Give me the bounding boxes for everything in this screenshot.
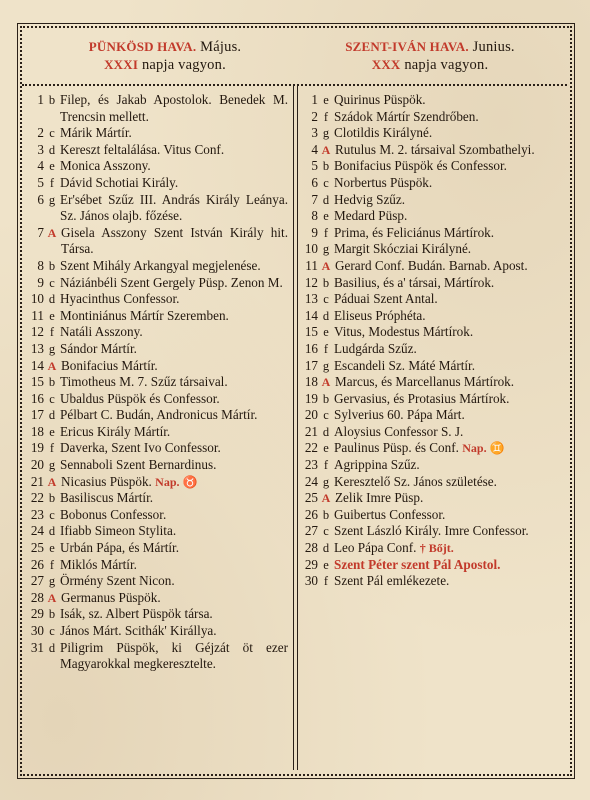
saint-name: Montiniánus Mártír Szeremben.: [60, 307, 229, 323]
dominical-letter: f: [323, 341, 329, 356]
june-day-row: [300, 142, 562, 159]
may-day-row: [26, 557, 288, 574]
dominical-letter: g: [48, 574, 56, 589]
dominical-letter: c: [323, 408, 329, 423]
day-number: 11: [305, 257, 318, 273]
may-day-row: [26, 590, 288, 607]
june-day-row: [300, 391, 562, 408]
day-number: 11: [31, 307, 44, 323]
dominical-letter: e: [323, 441, 329, 456]
dominical-letter: c: [323, 524, 329, 539]
june-day-row: [300, 109, 562, 126]
day-number: 17: [30, 407, 44, 423]
day-number: 29: [304, 556, 318, 572]
dominical-letter: d: [322, 308, 330, 323]
saint-name: Sennaboli Szent Bernardinus.: [60, 457, 217, 473]
june-day-row: [300, 440, 562, 457]
saint-name: Nicasius Püspök.: [61, 473, 152, 489]
dominical-letter: d: [322, 192, 330, 207]
saint-name: Clotildis Királyné.: [334, 125, 433, 141]
saint-name: Filep, és Jakab Apostolok. Benedek M. Trencsin mellett.: [60, 92, 288, 124]
day-number: 21: [30, 473, 44, 489]
dominical-letter: f: [323, 458, 329, 473]
june-days-number: XXX: [371, 57, 401, 72]
saint-name: Sylverius 60. Pápa Márt.: [334, 407, 465, 423]
dominical-letter: b: [48, 258, 56, 273]
june-day-row: [300, 407, 562, 424]
saint-name: Szádok Mártír Szendrőben.: [334, 108, 479, 124]
dominical-letter: e: [323, 325, 329, 340]
day-number: 17: [304, 357, 318, 373]
june-days-text: napja vagyon.: [404, 57, 489, 73]
day-number: 16: [304, 340, 318, 356]
may-day-row: [26, 623, 288, 640]
dominical-letter: g: [48, 341, 56, 356]
may-days-text: napja vagyon.: [141, 57, 226, 73]
dominical-letter: b: [48, 375, 56, 390]
may-day-row: [26, 391, 288, 408]
day-number: 26: [30, 556, 44, 572]
dominical-letter: b: [48, 607, 56, 622]
saint-name: Sándor Mártír.: [60, 340, 137, 356]
june-day-row: [300, 457, 562, 474]
red-note: † Bőjt.: [419, 541, 454, 556]
day-number: 9: [37, 274, 44, 290]
june-day-row: [300, 275, 562, 292]
saint-name: Margit Skócziai Királyné.: [334, 241, 472, 257]
june-day-row: [300, 374, 562, 391]
june-month-label: Junius.: [472, 39, 515, 55]
dominical-letter: b: [48, 93, 56, 107]
june-day-row: [300, 557, 562, 574]
may-day-row: [26, 125, 288, 142]
saint-name: Germanus Püspök.: [61, 589, 161, 605]
dominical-letter: f: [323, 225, 329, 240]
may-day-row: [26, 424, 288, 441]
day-number: 2: [311, 108, 318, 124]
may-day-row: [26, 341, 288, 358]
may-day-row: [26, 142, 288, 159]
may-day-row: [26, 573, 288, 590]
dominical-letter: b: [322, 391, 330, 406]
saint-name: Basiliscus Mártír.: [60, 490, 154, 506]
saint-name: Bobonus Confessor.: [60, 506, 167, 522]
dominical-letter: f: [323, 574, 329, 589]
day-number: 15: [30, 374, 44, 390]
day-number: 22: [30, 490, 44, 506]
day-number: 2: [37, 125, 44, 141]
sunday-letter: A: [47, 358, 57, 373]
dominical-letter: b: [48, 491, 56, 506]
june-day-row: [300, 258, 562, 275]
dominical-letter: g: [48, 192, 56, 207]
red-note: Nap. ♉: [155, 474, 198, 489]
saint-name: Rutulus M. 2. társaival Szombathelyi.: [335, 141, 535, 157]
saint-name: Náziánbéli Szent Gergely Püsp. Zenon M.: [60, 274, 283, 290]
dominical-letter: e: [323, 209, 329, 224]
dominical-letter: c: [323, 292, 329, 307]
day-number: 21: [304, 423, 318, 439]
may-day-row: [26, 358, 288, 375]
day-number: 30: [304, 573, 318, 589]
day-number: 19: [30, 440, 44, 456]
may-day-row: [26, 158, 288, 175]
june-day-row: [300, 424, 562, 441]
day-number: 10: [304, 241, 318, 257]
day-number: 6: [311, 174, 318, 190]
saint-name: Dávid Schotiai Király.: [60, 174, 179, 190]
day-number: 6: [37, 191, 44, 207]
day-number: 26: [304, 506, 318, 522]
saint-name: Er'sébet Szűz III. András Király Leánya. Sz. János olajb. főzése.: [60, 191, 288, 224]
saint-name: Márik Mártír.: [60, 125, 132, 141]
day-number: 13: [304, 291, 318, 307]
june-day-row: [300, 358, 562, 375]
saint-name: Keresztelő Sz. János születése.: [334, 473, 497, 489]
day-number: 16: [30, 390, 44, 406]
june-day-row: [300, 507, 562, 524]
saint-name: János Márt. Scithák' Királlya.: [60, 623, 217, 638]
day-number: 8: [311, 208, 318, 224]
dominical-letter: f: [49, 325, 55, 340]
day-number: 25: [304, 490, 318, 506]
saint-name: Ubaldus Püspök és Confessor.: [60, 390, 220, 406]
saint-name: Zelik Imre Püsp.: [335, 490, 424, 506]
june-day-row: [300, 490, 562, 507]
saint-name: Kereszt feltalálása. Vitus Conf.: [60, 141, 225, 157]
dominical-letter: g: [322, 358, 330, 373]
dominical-letter: d: [322, 541, 330, 556]
saint-name: Marcus, és Marcellanus Mártírok.: [335, 374, 515, 390]
dominical-letter: f: [49, 557, 55, 572]
june-day-row: [300, 158, 562, 175]
day-number: 1: [311, 92, 318, 107]
dominical-letter: g: [48, 458, 56, 473]
dominical-letter: d: [48, 524, 56, 539]
saint-name: Hyacinthus Confessor.: [60, 291, 180, 307]
june-day-row: [300, 241, 562, 258]
sunday-letter: A: [321, 142, 331, 157]
day-number: 12: [304, 274, 318, 290]
june-day-row: [300, 291, 562, 308]
day-number: 10: [30, 291, 44, 307]
day-number: 7: [37, 224, 44, 240]
june-day-row: [300, 474, 562, 491]
saint-name: Escandeli Sz. Máté Mártír.: [334, 357, 475, 373]
may-day-row: [26, 640, 288, 673]
day-number: 1: [37, 92, 44, 107]
day-number: 27: [304, 523, 318, 539]
saint-name: Örmény Szent Nicon.: [60, 573, 175, 589]
may-month-label: Május.: [200, 39, 242, 55]
saint-name: Eliseus Próphéta.: [334, 307, 426, 323]
day-number: 14: [304, 307, 318, 323]
saint-name: Miklós Mártír.: [60, 556, 137, 572]
day-number: 28: [30, 589, 44, 605]
saint-name: Gervasius, és Protasius Mártírok.: [334, 390, 510, 406]
day-number: 20: [30, 457, 44, 473]
may-day-row: [26, 407, 288, 424]
saint-name: Szent Péter szent Pál Apostol.: [334, 556, 501, 572]
saint-name: Daverka, Szent Ivo Confessor.: [60, 440, 221, 456]
dominical-letter: e: [49, 541, 55, 556]
saint-name: Prima, és Feliciánus Mártírok.: [334, 224, 495, 240]
may-day-row: [26, 606, 288, 623]
dominical-letter: f: [49, 441, 55, 456]
day-number: 7: [311, 191, 318, 207]
dominical-letter: b: [322, 159, 330, 174]
header-divider: [22, 84, 567, 86]
may-day-row: [26, 308, 288, 325]
may-day-row: [26, 540, 288, 557]
dominical-letter: c: [49, 507, 55, 522]
june-day-row: [300, 540, 562, 557]
day-number: 23: [304, 457, 318, 473]
saint-name: Natáli Asszony.: [60, 324, 143, 340]
may-day-row: [26, 507, 288, 524]
saint-name: Páduai Szent Antal.: [334, 291, 438, 307]
dominical-letter: e: [49, 159, 55, 174]
day-number: 18: [304, 374, 318, 390]
day-number: 8: [37, 257, 44, 273]
saint-name: Szent Pál emlékezete.: [334, 573, 450, 589]
june-day-row: [300, 175, 562, 192]
may-day-row: [26, 92, 288, 125]
day-number: 5: [37, 174, 44, 190]
sunday-letter: A: [47, 225, 57, 240]
dominical-letter: d: [48, 408, 56, 423]
june-day-row: [300, 92, 562, 109]
day-number: 24: [304, 473, 318, 489]
may-day-row: [26, 258, 288, 275]
day-number: 31: [30, 639, 44, 655]
saint-name: Szent Mihály Arkangyal megjelenése.: [60, 257, 261, 273]
day-number: 4: [37, 158, 44, 174]
column-divider: [293, 84, 294, 770]
sunday-letter: A: [47, 474, 57, 489]
saint-name: Ludgárda Szűz.: [334, 340, 417, 356]
dominical-letter: e: [323, 557, 329, 572]
june-entries-list: [300, 92, 562, 590]
day-number: 24: [30, 523, 44, 539]
saint-name: Guibertus Confessor.: [334, 506, 446, 522]
saint-name: Hedvig Szűz.: [334, 191, 406, 207]
may-day-row: [26, 225, 288, 258]
saint-name: Vitus, Modestus Mártírok.: [334, 324, 474, 340]
saint-name: Piligrim Püspök, ki Géjzát öt ezer Magyarokkal megkeresztelte.: [60, 639, 288, 672]
may-day-row: [26, 275, 288, 292]
saint-name: Medard Püsp.: [334, 208, 408, 224]
day-number: 28: [304, 540, 318, 556]
dominical-letter: d: [48, 142, 56, 157]
dominical-letter: b: [322, 507, 330, 522]
red-note: Nap. ♊: [462, 441, 505, 456]
dominical-letter: e: [323, 93, 329, 107]
dominical-letter: b: [322, 275, 330, 290]
june-day-row: [300, 308, 562, 325]
day-number: 23: [30, 506, 44, 522]
may-days-number: XXXI: [104, 57, 139, 72]
saint-name: Quirinus Püspök.: [334, 92, 426, 107]
saint-name: Bonifacius Mártír.: [61, 357, 158, 373]
dominical-letter: f: [323, 109, 329, 124]
dominical-letter: d: [48, 292, 56, 307]
may-day-row: [26, 523, 288, 540]
dominical-letter: g: [322, 474, 330, 489]
june-header: [305, 38, 555, 74]
may-day-row: [26, 192, 288, 225]
may-day-row: [26, 457, 288, 474]
may-day-row: [26, 175, 288, 192]
day-number: 22: [304, 440, 318, 456]
saint-name: Ericus Király Mártír.: [60, 423, 171, 439]
saint-name: Gisela Asszony Szent István Király hit. Társa.: [61, 224, 288, 257]
saint-name: Pélbart C. Budán, Andronicus Mártír.: [60, 407, 258, 423]
june-day-row: [300, 341, 562, 358]
saint-name: Ifiabb Simeon Stylita.: [60, 523, 177, 539]
day-number: 19: [304, 390, 318, 406]
may-day-row: [26, 474, 288, 491]
day-number: 25: [30, 540, 44, 556]
june-day-row: [300, 192, 562, 209]
may-day-row: [26, 374, 288, 391]
day-number: 4: [311, 141, 318, 157]
day-number: 12: [30, 324, 44, 340]
saint-name: Monica Asszony.: [60, 158, 151, 174]
dominical-letter: d: [322, 424, 330, 439]
saint-name: Basilius, és a' társai, Mártírok.: [334, 274, 495, 290]
saint-name: Urbán Pápa, és Mártír.: [60, 540, 180, 556]
dominical-letter: c: [49, 126, 55, 141]
column-divider-inner: [297, 84, 298, 770]
sunday-letter: A: [321, 258, 331, 273]
day-number: 15: [304, 324, 318, 340]
june-day-row: [300, 225, 562, 242]
saint-name: Norbertus Püspök.: [334, 174, 433, 190]
may-day-row: [26, 291, 288, 308]
june-day-row: [300, 125, 562, 142]
saint-name: Agrippina Szűz.: [334, 457, 420, 473]
june-month-name: SZENT-IVÁN HAVA.: [345, 39, 469, 54]
may-day-row: [26, 490, 288, 507]
day-number: 9: [311, 224, 318, 240]
dominical-letter: c: [323, 175, 329, 190]
saint-name: Leo Pápa Conf.: [334, 540, 417, 556]
day-number: 3: [37, 141, 44, 157]
may-day-row: [26, 324, 288, 341]
day-number: 5: [311, 158, 318, 174]
day-number: 27: [30, 573, 44, 589]
day-number: 18: [30, 423, 44, 439]
dominical-letter: e: [49, 308, 55, 323]
june-day-row: [300, 523, 562, 540]
dominical-letter: d: [48, 640, 56, 655]
may-day-row: [26, 440, 288, 457]
june-day-row: [300, 324, 562, 341]
dominical-letter: f: [49, 175, 55, 190]
day-number: 20: [304, 407, 318, 423]
saint-name: Aloysius Confessor S. J.: [334, 423, 464, 439]
saint-name: Timotheus M. 7. Szűz társaival.: [60, 374, 228, 390]
dominical-letter: c: [49, 391, 55, 406]
may-month-name: PÜNKÖSD HAVA.: [88, 39, 197, 54]
may-header: [40, 38, 290, 74]
sunday-letter: A: [321, 491, 331, 506]
may-entries-list: [26, 92, 288, 673]
day-number: 14: [30, 357, 44, 373]
june-day-row: [300, 573, 562, 590]
dominical-letter: g: [322, 126, 330, 141]
saint-name: Szent László Király. Imre Confessor.: [334, 523, 529, 539]
dominical-letter: e: [49, 424, 55, 439]
saint-name: Gerard Conf. Budán. Barnab. Apost.: [335, 257, 528, 273]
day-number: 13: [30, 340, 44, 356]
saint-name: Isák, sz. Albert Püspök társa.: [60, 606, 213, 622]
saint-name: Bonifacius Püspök és Confessor.: [334, 158, 507, 174]
day-number: 3: [311, 125, 318, 141]
dominical-letter: g: [322, 242, 330, 257]
sunday-letter: A: [321, 375, 331, 390]
saint-name: Paulinus Püsp. és Conf.: [334, 440, 459, 456]
dominical-letter: c: [49, 624, 55, 638]
sunday-letter: A: [47, 590, 57, 605]
dominical-letter: c: [49, 275, 55, 290]
day-number: 30: [30, 623, 44, 638]
june-day-row: [300, 208, 562, 225]
day-number: 29: [30, 606, 44, 622]
